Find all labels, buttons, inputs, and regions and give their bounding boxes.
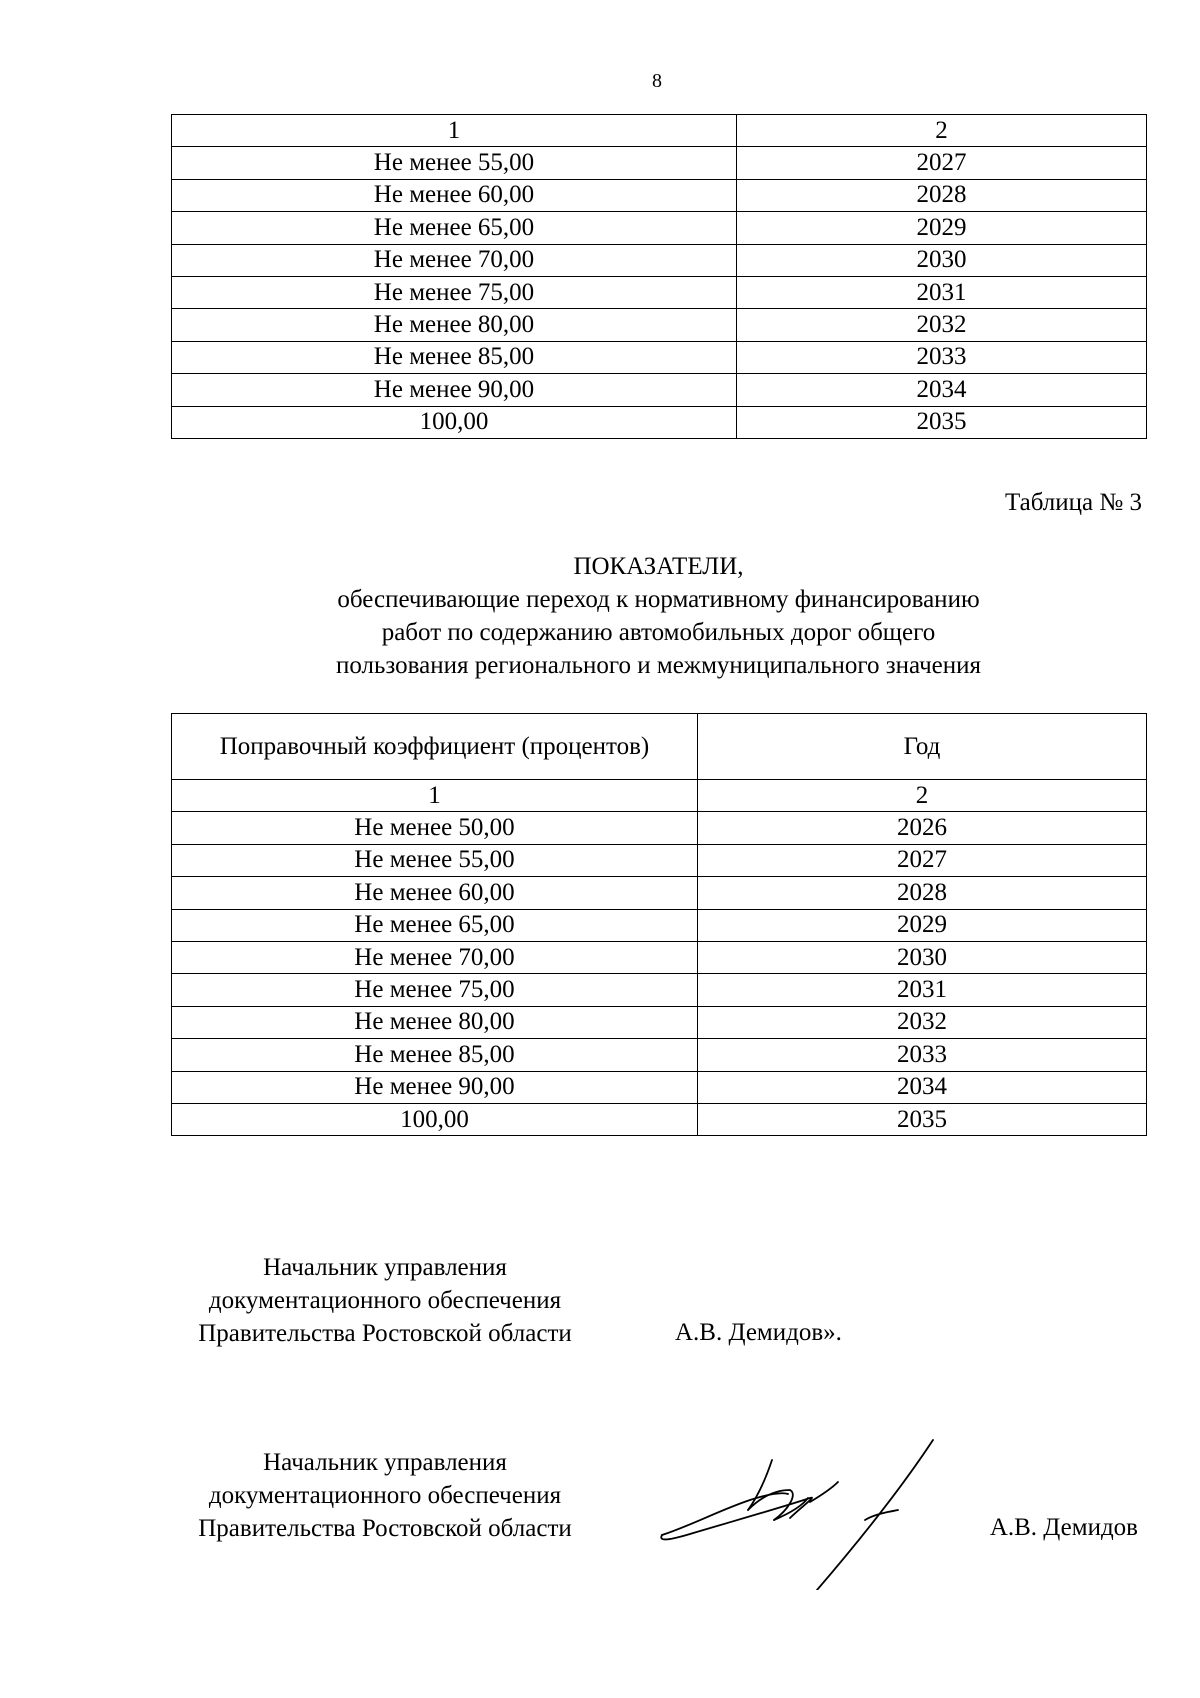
table-row [172, 877, 1147, 909]
coefficient-cell: Не менее 60,00 [172, 179, 737, 211]
table-row [172, 1039, 1147, 1071]
year-cell: 2034 [737, 374, 1147, 406]
table-row [172, 812, 1147, 844]
table-row [172, 941, 1147, 973]
table-row [172, 844, 1147, 876]
coefficient-cell: Не менее 80,00 [172, 1006, 698, 1038]
year-cell: 2028 [698, 877, 1147, 909]
year-cell: 2035 [698, 1103, 1147, 1135]
column-header-coefficient: Поправочный коэффициент (процентов) [172, 714, 698, 780]
coefficient-cell: Не менее 70,00 [172, 941, 698, 973]
coefficient-cell: Не менее 85,00 [172, 341, 737, 373]
year-cell: 2033 [737, 341, 1147, 373]
year-cell: 2028 [737, 179, 1147, 211]
coefficient-cell: Не менее 80,00 [172, 309, 737, 341]
table-row [172, 212, 1147, 244]
year-cell: 2033 [698, 1039, 1147, 1071]
table-row [172, 244, 1147, 276]
signer-position-line: Правительства Ростовской области [198, 1320, 572, 1347]
signer-position-line: документационного обеспечения [208, 1287, 562, 1314]
coefficient-cell: Не менее 55,00 [172, 147, 737, 179]
year-cell: 2029 [737, 212, 1147, 244]
coefficient-cell: Не менее 65,00 [172, 212, 737, 244]
heading-title: ПОКАЗАТЕЛИ, [573, 553, 744, 580]
year-cell: 2032 [737, 309, 1147, 341]
table-row [172, 276, 1147, 308]
handwritten-signature-image [650, 1430, 950, 1590]
table-row [172, 780, 1147, 812]
heading-line: пользования регионального и межмуниципального значения [335, 652, 982, 679]
table-row [172, 147, 1147, 179]
signer-position-line: Начальник управления [263, 1254, 507, 1281]
heading-line: обеспечивающие переход к нормативному финансированию [337, 586, 980, 613]
coefficient-cell: Не менее 65,00 [172, 909, 698, 941]
coefficient-cell: 100,00 [172, 406, 737, 438]
table-row [172, 179, 1147, 211]
signer-position-1 [171, 1251, 599, 1350]
table-row [172, 115, 1147, 147]
table-row [172, 374, 1147, 406]
table-row [172, 309, 1147, 341]
coefficient-cell: Не менее 70,00 [172, 244, 737, 276]
coefficient-cell: Не менее 75,00 [172, 974, 698, 1006]
signer-name-1: А.В. Демидов». [675, 1319, 842, 1346]
year-cell: 2035 [737, 406, 1147, 438]
year-cell: 2034 [698, 1071, 1147, 1103]
coefficient-cell: Не менее 60,00 [172, 877, 698, 909]
year-cell: 2030 [698, 941, 1147, 973]
table-3 [171, 713, 1147, 1136]
year-cell: 2027 [698, 844, 1147, 876]
coefficient-cell: Не менее 50,00 [172, 812, 698, 844]
table-row [172, 1103, 1147, 1135]
signer-name-2: А.В. Демидов [989, 1514, 1138, 1541]
year-cell: 2032 [698, 1006, 1147, 1038]
column-number-cell: 1 [172, 115, 737, 147]
column-header-year: Год [698, 714, 1147, 780]
coefficient-cell: Не менее 55,00 [172, 844, 698, 876]
page-number: 8 [652, 70, 662, 92]
table-row [172, 341, 1147, 373]
year-cell: 2030 [737, 244, 1147, 276]
year-cell: 2026 [698, 812, 1147, 844]
table-header-row [172, 714, 1147, 780]
coefficient-cell: 100,00 [172, 1103, 698, 1135]
signer-position-line: Правительства Ростовской области [198, 1515, 572, 1542]
table-row [172, 909, 1147, 941]
coefficient-cell: Не менее 85,00 [172, 1039, 698, 1071]
year-cell: 2031 [698, 974, 1147, 1006]
column-number-cell: 2 [737, 115, 1147, 147]
table-2-continued [171, 114, 1147, 439]
coefficient-cell: Не менее 90,00 [172, 374, 737, 406]
column-number-cell: 1 [172, 780, 698, 812]
signer-position-2 [171, 1446, 599, 1545]
table-row [172, 974, 1147, 1006]
heading-line: работ по содержанию автомобильных дорог общего [381, 619, 936, 646]
signer-position-line: документационного обеспечения [208, 1482, 562, 1509]
column-number-cell: 2 [698, 780, 1147, 812]
year-cell: 2029 [698, 909, 1147, 941]
year-cell: 2027 [737, 147, 1147, 179]
table-row [172, 1006, 1147, 1038]
year-cell: 2031 [737, 276, 1147, 308]
table-3-caption: Таблица № 3 [1004, 489, 1142, 516]
table-row [172, 406, 1147, 438]
signer-position-line: Начальник управления [263, 1449, 507, 1476]
table-row [172, 1071, 1147, 1103]
table-3-heading [171, 550, 1146, 682]
coefficient-cell: Не менее 90,00 [172, 1071, 698, 1103]
coefficient-cell: Не менее 75,00 [172, 276, 737, 308]
